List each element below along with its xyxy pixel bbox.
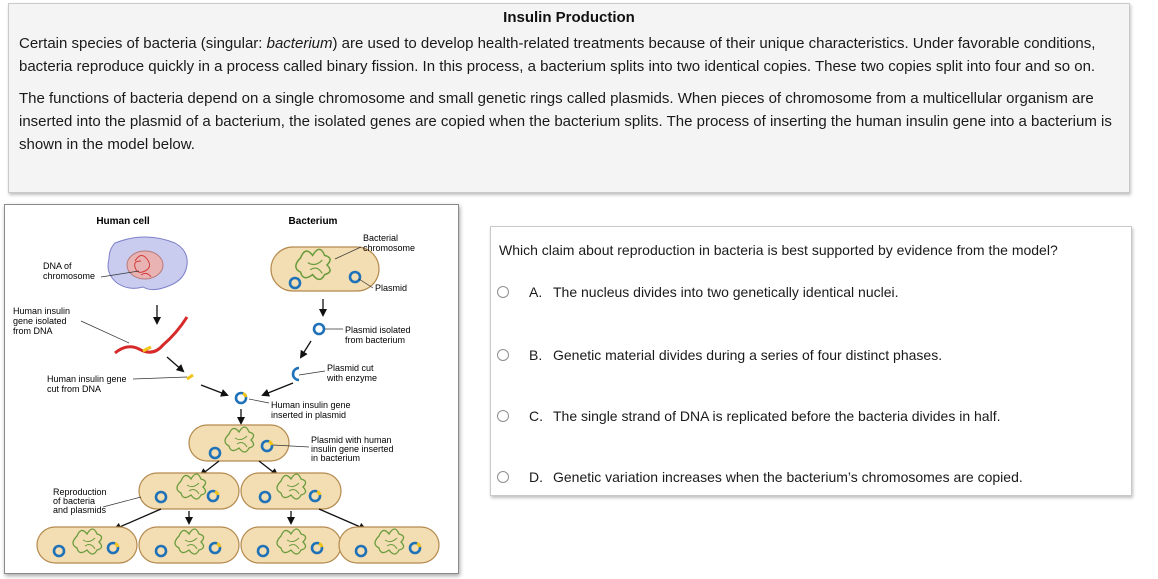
question-stem: Which claim about reproduction in bacteria is best supported by evidence from the model?: [499, 242, 1058, 258]
choice-a-text: The nucleus divides into two genetically identical nuclei.: [553, 284, 899, 300]
gene-cut-1: Human insulin gene: [47, 374, 127, 384]
isolated-plasmid: [314, 324, 324, 334]
dna-label-1: DNA of: [43, 261, 72, 271]
insulin-model-diagram: [5, 205, 460, 575]
plasmid-iso-2: from bacterium: [345, 335, 406, 345]
passage-panel: [8, 3, 1130, 193]
bacterium-gen3-d: [339, 527, 439, 563]
bacterium-gen2-a: [139, 473, 239, 509]
recombinant-plasmid: [236, 393, 246, 403]
choice-b-text: Genetic material divides during a series of four distinct phases.: [553, 347, 943, 363]
bact-chrom-2: chromosome: [363, 243, 416, 253]
choice-b[interactable]: [497, 345, 942, 365]
choice-c-text: The single strand of DNA is replicated before the bacteria divides in half.: [553, 408, 1001, 424]
insulin-iso-1: Human insulin: [13, 306, 71, 316]
cut-plasmid: [293, 368, 299, 380]
plasmid-cut-1: Plasmid cut: [327, 363, 374, 373]
p1-text-b: ) are used to develop health-related treatments because of their unique characteristics. Under favorable conditions, bacteria reproduce quickly in a process called binary fission. In this process, a bacterium splits into two identical copies. These two copies split into four and so on.: [19, 35, 1096, 75]
bacterium-top: [271, 247, 379, 291]
repro-1: Reproduction: [53, 487, 107, 497]
choice-d-letter: D.: [529, 469, 543, 485]
with-gene-2: insulin gene inserted: [311, 444, 394, 454]
bact-chrom-1: Bacterial: [363, 233, 399, 243]
choice-c[interactable]: [497, 406, 1000, 426]
radio-a[interactable]: [497, 286, 509, 298]
with-gene-3: in bacterium: [311, 453, 361, 463]
passage-title: Insulin Production: [503, 9, 635, 26]
repro-2: of bacteria: [53, 496, 96, 506]
model-figure: [4, 204, 459, 574]
choice-d-text: Genetic variation increases when the bacterium’s chromosomes are copied.: [553, 469, 1023, 485]
insulin-iso-2: gene isolated: [13, 316, 67, 326]
radio-b[interactable]: [497, 349, 509, 361]
p1-italic: bacterium: [266, 35, 333, 52]
plasmid-label: Plasmid: [375, 283, 408, 293]
bacterium-gen3-c: [241, 527, 341, 563]
insulin-gene: [187, 375, 193, 379]
p1-text-a: Certain species of bacteria (singular:: [19, 35, 267, 52]
passage-paragraph-2: The functions of bacteria depend on a single chromosome and small genetic rings called plasmids. When pieces of chromosome from a multicellular organism are inserted into the plasmid of a bacterium, the isolated genes are copied when the bacterium splits. The process of inserting the human insulin gene into a bacterium is shown in the model below.: [19, 90, 1112, 153]
bacterium-gen2-b: [241, 473, 341, 509]
choice-a-letter: A.: [529, 284, 543, 300]
choice-d[interactable]: [497, 467, 1023, 487]
choice-a[interactable]: [497, 282, 899, 302]
with-gene-1: Plasmid with human: [311, 435, 392, 445]
radio-c[interactable]: [497, 410, 509, 422]
inserted-2: inserted in plasmid: [271, 410, 347, 420]
choice-c-letter: C.: [529, 408, 543, 424]
question-panel: [490, 226, 1132, 496]
repro-3: and plasmids: [53, 505, 107, 515]
bacterium-gen3-b: [139, 527, 239, 563]
inserted-1: Human insulin gene: [271, 400, 351, 410]
col-human-label: Human cell: [96, 216, 150, 227]
bacterium-gen3-a: [37, 527, 137, 563]
transformed-bacterium: [189, 425, 289, 461]
passage-paragraph-1: [19, 32, 1119, 78]
plasmid-iso-1: Plasmid isolated: [345, 325, 411, 335]
dna-label-2: chromosome: [43, 271, 96, 281]
col-bacterium-label: Bacterium: [288, 216, 338, 227]
radio-d[interactable]: [497, 471, 509, 483]
plasmid-cut-2: with enzyme: [327, 373, 378, 383]
human-nucleus: [127, 251, 163, 279]
choice-b-letter: B.: [529, 347, 543, 363]
gene-cut-2: cut from DNA: [47, 384, 102, 394]
insulin-iso-3: from DNA: [13, 326, 53, 336]
